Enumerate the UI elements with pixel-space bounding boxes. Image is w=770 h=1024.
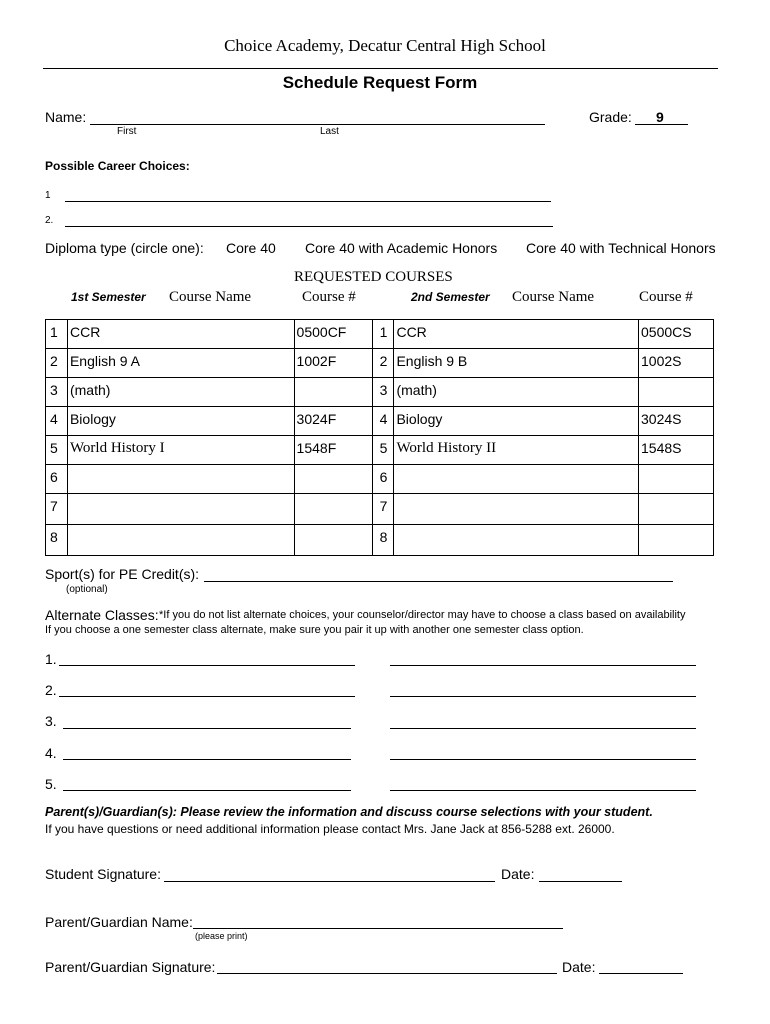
header-divider: [43, 68, 718, 69]
sem2-row-number: 1: [373, 320, 394, 349]
sem2-course-number[interactable]: [639, 525, 714, 556]
alternate-4-right-field[interactable]: [390, 759, 696, 760]
grade-value: 9: [656, 109, 664, 125]
parent-name-field[interactable]: [193, 928, 563, 929]
sem2-row-number: 6: [373, 465, 394, 494]
course-row: [46, 436, 714, 465]
sem2-row-number: 4: [373, 407, 394, 436]
first-label: First: [117, 126, 137, 137]
sem1-course-number[interactable]: 1548F: [294, 436, 373, 465]
diploma-option-core40[interactable]: Core 40: [226, 240, 276, 256]
student-date-label: Date:: [501, 866, 535, 882]
parent-signature-label: Parent/Guardian Signature:: [45, 959, 216, 975]
sem1-row-number: 7: [46, 494, 68, 525]
sem2-row-number: 8: [373, 525, 394, 556]
course-row: [46, 320, 714, 349]
sports-field[interactable]: [204, 581, 673, 582]
career-item-2-label: 2.: [45, 215, 54, 226]
courses-table: [45, 319, 714, 556]
alternate-4-left-field[interactable]: [63, 759, 351, 760]
sem1-course-number[interactable]: [294, 525, 373, 556]
grade-label: Grade:: [589, 109, 632, 125]
sem1-course-name-header: Course Name: [169, 289, 252, 305]
parent-name-label: Parent/Guardian Name:: [45, 914, 193, 930]
sem2-course-name[interactable]: English 9 B: [394, 349, 639, 378]
form-title: Schedule Request Form: [282, 73, 478, 92]
course-row: [46, 525, 714, 556]
sem1-course-number[interactable]: 1002F: [294, 349, 373, 378]
sem1-row-number: 8: [46, 525, 68, 556]
student-signature-field[interactable]: [164, 881, 495, 882]
sem1-row-number: 6: [46, 465, 68, 494]
sem2-row-number: 7: [373, 494, 394, 525]
course-row: [46, 349, 714, 378]
sem1-course-number[interactable]: 0500CF: [294, 320, 373, 349]
parent-signature-field[interactable]: [217, 973, 557, 974]
student-signature-label: Student Signature:: [45, 866, 161, 882]
alternate-1-label: 1.: [45, 651, 57, 667]
sem1-row-number: 3: [46, 378, 68, 407]
sem1-course-number[interactable]: 3024F: [294, 407, 373, 436]
career-item-1-field[interactable]: [65, 201, 551, 202]
sem1-course-name[interactable]: (math): [67, 378, 294, 407]
sem1-course-name[interactable]: [67, 494, 294, 525]
last-label: Last: [320, 126, 339, 137]
sem2-course-num-header: Course #: [639, 289, 693, 305]
semester-1-label: 1st Semester: [71, 290, 146, 304]
alternate-5-left-field[interactable]: [63, 790, 351, 791]
sem1-course-name[interactable]: [67, 465, 294, 494]
diploma-option-academic-honors[interactable]: Core 40 with Academic Honors: [305, 240, 498, 256]
please-print-label: (please print): [195, 931, 248, 941]
career-item-1-label: 1: [45, 190, 51, 201]
sem2-course-number[interactable]: 1002S: [639, 349, 714, 378]
course-row: [46, 494, 714, 525]
sem2-course-number[interactable]: 0500CS: [639, 320, 714, 349]
sem2-row-number: 2: [373, 349, 394, 378]
career-heading: Possible Career Choices:: [45, 159, 190, 173]
career-item-2-field[interactable]: [65, 226, 553, 227]
school-name: Choice Academy, Decatur Central High School: [224, 36, 546, 55]
sem1-course-number[interactable]: [294, 494, 373, 525]
course-row: [46, 465, 714, 494]
sem2-course-name[interactable]: [394, 494, 639, 525]
diploma-option-technical-honors[interactable]: Core 40 with Technical Honors: [526, 240, 716, 256]
sports-optional-label: (optional): [66, 584, 108, 595]
alternate-2-left-field[interactable]: [59, 696, 355, 697]
sem2-course-name[interactable]: Biology: [394, 407, 639, 436]
alternate-classes-label: Alternate Classes:: [45, 607, 159, 623]
alternate-3-left-field[interactable]: [63, 728, 351, 729]
sem2-course-name[interactable]: [394, 525, 639, 556]
sem1-course-name[interactable]: Biology: [67, 407, 294, 436]
sem2-row-number: 3: [373, 378, 394, 407]
sem2-course-name[interactable]: [394, 465, 639, 494]
alternate-note-2: If you choose a one semester class alternate, make sure you pair it up with another one semester class option.: [45, 624, 584, 636]
sem2-course-name-header: Course Name: [512, 289, 595, 305]
requested-courses-heading: REQUESTED COURSES: [294, 269, 453, 285]
name-field[interactable]: [90, 124, 545, 125]
sem1-course-num-header: Course #: [302, 289, 356, 305]
alternate-1-right-field[interactable]: [390, 665, 696, 666]
sem2-course-number[interactable]: [639, 378, 714, 407]
sem2-course-name[interactable]: World History II: [394, 436, 639, 465]
sem1-row-number: 4: [46, 407, 68, 436]
course-row: [46, 378, 714, 407]
sem2-course-number[interactable]: 3024S: [639, 407, 714, 436]
sem1-course-name[interactable]: World History I: [67, 436, 294, 465]
sem2-course-name[interactable]: (math): [394, 378, 639, 407]
alternate-2-label: 2.: [45, 682, 57, 698]
sem2-course-number[interactable]: 1548S: [639, 436, 714, 465]
alternate-3-label: 3.: [45, 713, 57, 729]
sem1-row-number: 2: [46, 349, 68, 378]
alternate-4-label: 4.: [45, 745, 57, 761]
sem1-course-number[interactable]: [294, 465, 373, 494]
sem2-row-number: 5: [373, 436, 394, 465]
sem1-course-name[interactable]: CCR: [67, 320, 294, 349]
sports-label: Sport(s) for PE Credit(s):: [45, 566, 200, 582]
contact-note: If you have questions or need additional information please contact Mrs. Jane Jack at 856-5288 ext. 26000.: [45, 822, 615, 836]
alternate-5-right-field[interactable]: [390, 790, 696, 791]
name-label: Name:: [45, 109, 87, 125]
sem1-course-name[interactable]: [67, 525, 294, 556]
alternate-1-left-field[interactable]: [59, 665, 355, 666]
alternate-3-right-field[interactable]: [390, 728, 696, 729]
alternate-note-1: *If you do not list alternate choices, your counselor/director may have to choose a class based on availability: [159, 609, 686, 621]
alternate-2-right-field[interactable]: [390, 696, 696, 697]
sem1-row-number: 1: [46, 320, 68, 349]
diploma-label: Diploma type (circle one):: [45, 240, 204, 256]
semester-2-label: 2nd Semester: [411, 290, 490, 304]
sem1-row-number: 5: [46, 436, 68, 465]
sem1-course-name[interactable]: English 9 A: [67, 349, 294, 378]
sem1-course-number[interactable]: [294, 378, 373, 407]
sem2-course-name[interactable]: CCR: [394, 320, 639, 349]
sem2-course-number[interactable]: [639, 494, 714, 525]
course-row: [46, 407, 714, 436]
sem2-course-number[interactable]: [639, 465, 714, 494]
student-date-field[interactable]: [539, 881, 622, 882]
alternate-5-label: 5.: [45, 776, 57, 792]
parents-review-note: Parent(s)/Guardian(s): Please review the information and discuss course selections with your student.: [45, 805, 653, 819]
parent-date-label: Date:: [562, 959, 596, 975]
parent-date-field[interactable]: [599, 973, 683, 974]
